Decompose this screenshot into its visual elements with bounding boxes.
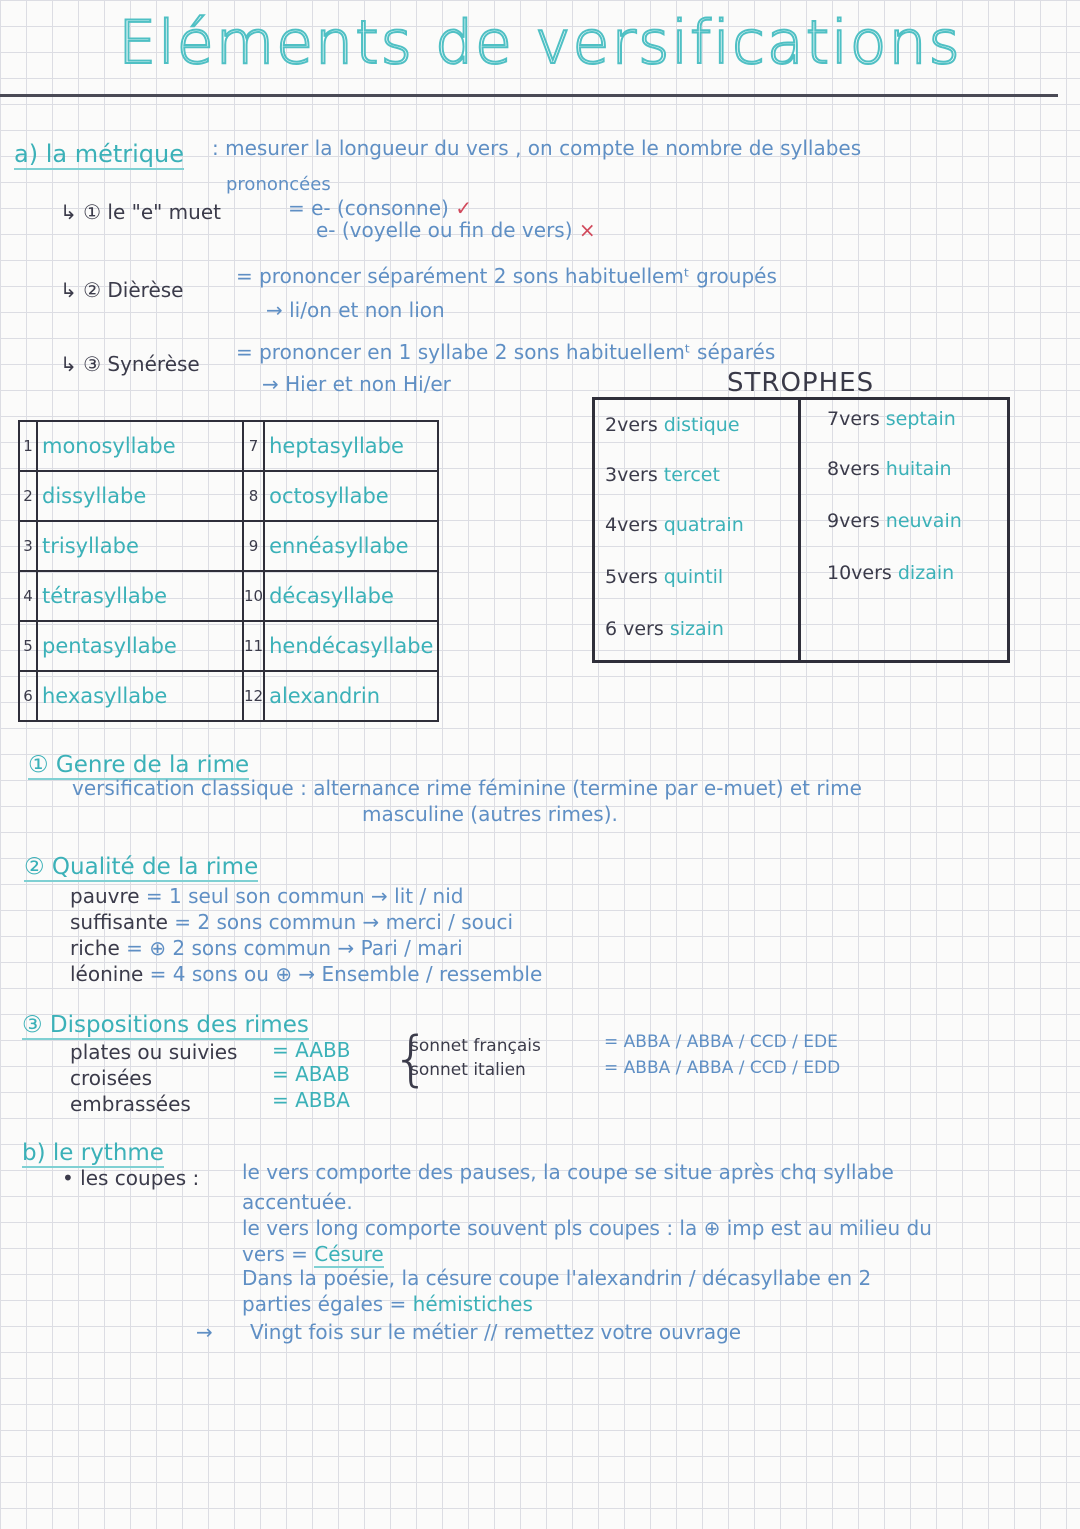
dispositions-heading <box>22 1012 309 1038</box>
e-muet-line-2 <box>316 218 596 242</box>
cross-icon: × <box>578 218 596 242</box>
rythme-line-4-text: vers = <box>242 1242 308 1266</box>
synerese-def: = prononcer en 1 syllabe 2 sons habituellemᵗ séparés <box>236 340 776 364</box>
rythme-line-2: accentuée. <box>242 1190 353 1214</box>
rythme-line-6 <box>242 1292 533 1316</box>
disposition-row-pattern: = ABAB <box>272 1062 350 1086</box>
rythme-line-6-text: parties égales = <box>242 1292 407 1316</box>
qualite-heading <box>24 854 258 880</box>
syllable-name: alexandrin <box>264 671 438 721</box>
strophes-divider <box>798 400 801 660</box>
sonnet-pattern: = ABBA / ABBA / CCD / EDD <box>604 1058 841 1078</box>
title-rule <box>0 94 1058 97</box>
e-muet-label: ↳ ① le "e" muet <box>60 200 221 224</box>
genre-line-2: masculine (autres rimes). <box>362 802 618 826</box>
syllable-number: 6 <box>19 671 37 721</box>
syllable-number: 7 <box>243 421 264 471</box>
dierese-label: ↳ ② Dièrèse <box>60 278 184 302</box>
brace-icon: { <box>392 1024 431 1094</box>
disposition-row-label: embrassées <box>70 1092 191 1116</box>
e-muet-line-2-text: e- (voyelle ou fin de vers) <box>316 218 573 242</box>
hemistiches-term: hémistiches <box>412 1292 533 1316</box>
strophe-item: 8vers huitain <box>827 458 952 480</box>
syllable-name: trisyllabe <box>37 521 243 571</box>
disposition-row-pattern: = AABB <box>272 1038 351 1062</box>
syllable-name: monosyllabe <box>37 421 243 471</box>
syllable-name: ennéasyllabe <box>264 521 438 571</box>
metrique-intro-2: prononcées <box>226 174 331 195</box>
disposition-row-pattern: = ABBA <box>272 1088 350 1112</box>
sonnet-label: sonnet français <box>410 1036 541 1056</box>
syllable-name: octosyllabe <box>264 471 438 521</box>
dispositions-heading-text: ③ Dispositions des rimes <box>22 1012 309 1038</box>
table-row <box>19 621 438 671</box>
syllable-number: 2 <box>19 471 37 521</box>
table-row <box>19 521 438 571</box>
syllable-table <box>18 420 439 722</box>
genre-heading-text: ① Genre de la rime <box>28 752 250 778</box>
table-row <box>19 571 438 621</box>
sonnet-label: sonnet italien <box>410 1060 526 1080</box>
e-muet-line-1 <box>288 196 472 220</box>
metrique-intro: : mesurer la longueur du vers , on compte le nombre de syllabes <box>212 136 862 160</box>
dierese-def: = prononcer séparément 2 sons habituellemᵗ groupés <box>236 264 777 288</box>
metrique-heading-text: a) la métrique <box>14 140 185 168</box>
dierese-example: → li/on et non lion <box>266 298 445 322</box>
genre-line-1: versification classique : alternance rime féminine (termine par e-muet) et rime <box>72 776 862 800</box>
syllable-number: 10 <box>243 571 264 621</box>
syllable-number: 9 <box>243 521 264 571</box>
syllable-name: pentasyllabe <box>37 621 243 671</box>
syllable-name: hexasyllabe <box>37 671 243 721</box>
qualite-row: léonine = 4 sons ou ⊕ → Ensemble / ressemble <box>70 962 543 986</box>
synerese-example: → Hier et non Hi/er <box>262 372 451 396</box>
qualite-row: pauvre = 1 seul son commun → lit / nid <box>70 884 464 908</box>
strophe-item: 2vers distique <box>605 414 740 436</box>
qualite-heading-text: ② Qualité de la rime <box>24 854 259 880</box>
check-icon: ✓ <box>455 196 472 220</box>
table-row <box>19 421 438 471</box>
strophe-item: 7vers septain <box>827 408 956 430</box>
cesure-term: Césure <box>314 1242 384 1266</box>
table-row <box>19 671 438 721</box>
rythme-line-4 <box>242 1242 384 1266</box>
strophe-item: 9vers neuvain <box>827 510 962 532</box>
strophe-item: 4vers quatrain <box>605 514 744 536</box>
syllable-number: 12 <box>243 671 264 721</box>
syllable-name: dissyllabe <box>37 471 243 521</box>
arrow-icon: → <box>196 1320 213 1344</box>
syllable-number: 5 <box>19 621 37 671</box>
rythme-line-5: Dans la poésie, la césure coupe l'alexandrin / décasyllabe en 2 <box>242 1266 872 1290</box>
strophe-item: 6 vers sizain <box>605 618 724 640</box>
e-muet-line-1-text: = e- (consonne) <box>288 196 449 220</box>
syllable-number: 8 <box>243 471 264 521</box>
rythme-heading-text: b) le rythme <box>22 1140 164 1166</box>
strophes-title: STROPHES <box>727 368 875 398</box>
syllable-name: tétrasyllabe <box>37 571 243 621</box>
sonnet-pattern: = ABBA / ABBA / CCD / EDE <box>604 1032 838 1052</box>
synerese-label: ↳ ③ Synérèse <box>60 352 200 376</box>
syllable-number: 4 <box>19 571 37 621</box>
syllable-name: hendécasyllabe <box>264 621 438 671</box>
syllable-number: 3 <box>19 521 37 571</box>
syllable-name: heptasyllabe <box>264 421 438 471</box>
rythme-heading <box>22 1140 164 1166</box>
genre-heading <box>28 752 249 778</box>
table-row <box>19 471 438 521</box>
syllable-number: 1 <box>19 421 37 471</box>
rythme-bullet: • les coupes : <box>62 1166 200 1190</box>
strophe-item: 5vers quintil <box>605 566 724 588</box>
rythme-line-1: le vers comporte des pauses, la coupe se situe après chq syllabe <box>242 1160 894 1184</box>
disposition-row-label: plates ou suivies <box>70 1040 238 1064</box>
strophes-table <box>592 397 1010 663</box>
metrique-heading <box>14 140 184 168</box>
qualite-row: riche = ⊕ 2 sons commun → Pari / mari <box>70 936 463 960</box>
page-title: Eléments de versifications <box>118 8 962 78</box>
syllable-number: 11 <box>243 621 264 671</box>
disposition-row-label: croisées <box>70 1066 153 1090</box>
qualite-row: suffisante = 2 sons commun → merci / souci <box>70 910 514 934</box>
rythme-example: Vingt fois sur le métier // remettez votre ouvrage <box>250 1320 742 1344</box>
strophe-item: 3vers tercet <box>605 464 720 486</box>
syllable-name: décasyllabe <box>264 571 438 621</box>
rythme-line-3: le vers long comporte souvent pls coupes : la ⊕ imp est au milieu du <box>242 1216 932 1240</box>
strophe-item: 10vers dizain <box>827 562 955 584</box>
